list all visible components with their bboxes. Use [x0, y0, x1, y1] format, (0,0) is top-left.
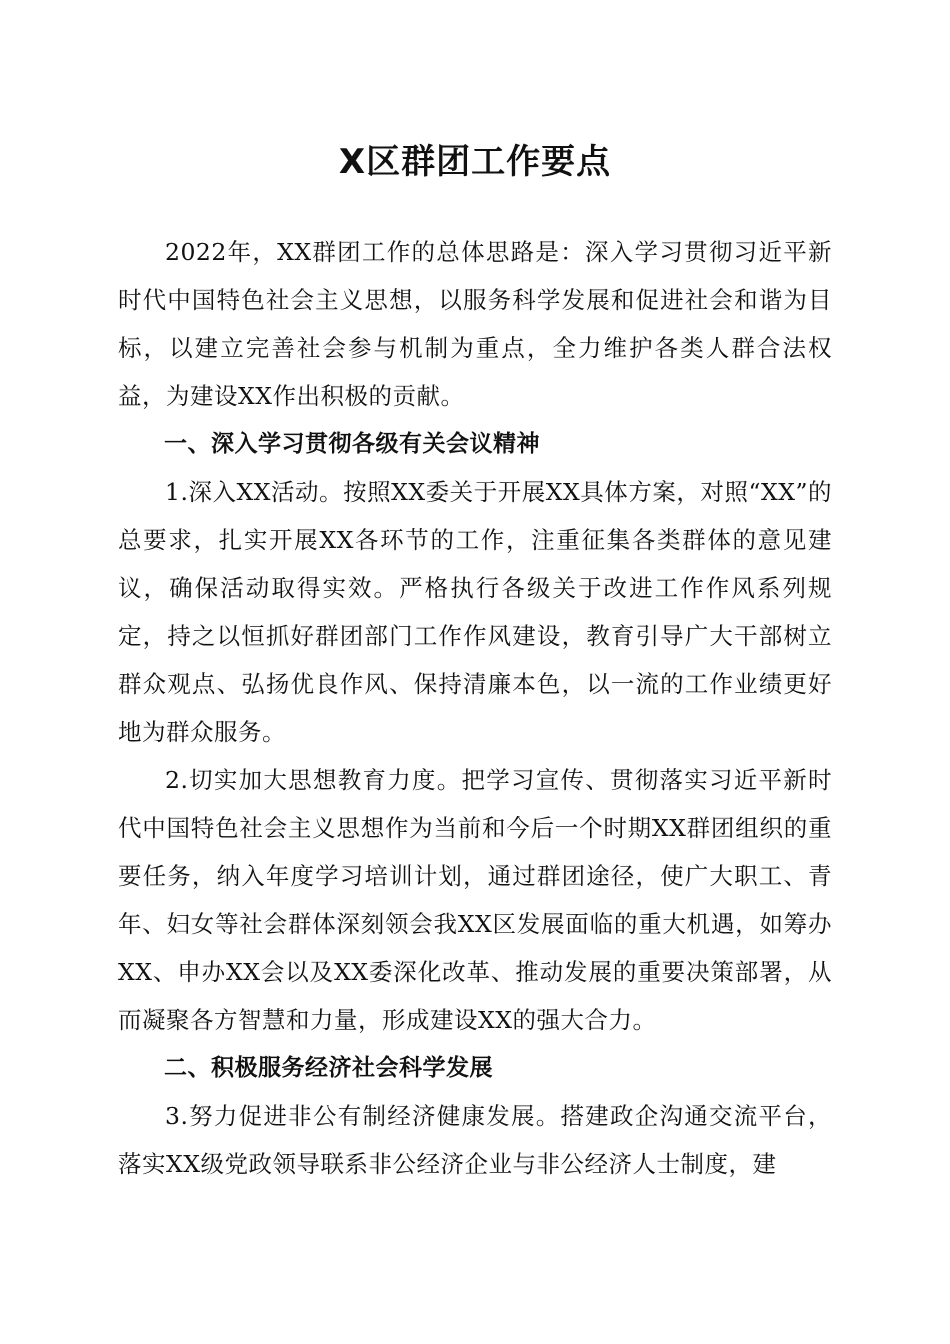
item-paragraph-3: 3.努力促进非公有制经济健康发展。搭建政企沟通交流平台，落实XX级党政领导联系非公经济企业与非公经济人士制度，建 [118, 1102, 832, 1178]
item-paragraph-1: 1.深入XX活动。按照XX委关于开展XX具体方案，对照“XX”的总要求，扎实开展XX各环节的工作，注重征集各类群体的意见建议，确保活动取得实效。严格执行各级关于改进工作作风系列规定，持之以恒抓好群团部门工作作风建设，教育引导广大干部树立群众观点、弘扬优良作风、保持清廉本色，以一流的工作业绩更好地为群众服务。 [118, 478, 832, 746]
intro-paragraph: 2022年，XX群团工作的总体思路是：深入学习贯彻习近平新时代中国特色社会主义思想，以服务科学发展和促进社会和谐为目标，以建立完善社会参与机制为重点，全力维护各类人群合法权益，为建设XX作出积极的贡献。 [118, 238, 832, 410]
item-paragraph-2: 2.切实加大思想教育力度。把学习宣传、贯彻落实习近平新时代中国特色社会主义思想作为当前和今后一个时期XX群团组织的重要任务，纳入年度学习培训计划，通过群团途径，使广大职工、青年、妇女等社会群体深刻领会我XX区发展面临的重大机遇，如筹办XX、申办XX会以及XX委深化改革、推动发展的重要决策部署，从而凝聚各方智慧和力量，形成建设XX的强大合力。 [118, 766, 832, 1034]
section-heading-2: 二、积极服务经济社会科学发展 [164, 1055, 493, 1081]
section-heading-1: 一、深入学习贯彻各级有关会议精神 [164, 431, 540, 457]
document-body [118, 228, 832, 1188]
document-title: X区群团工作要点 [338, 142, 612, 182]
